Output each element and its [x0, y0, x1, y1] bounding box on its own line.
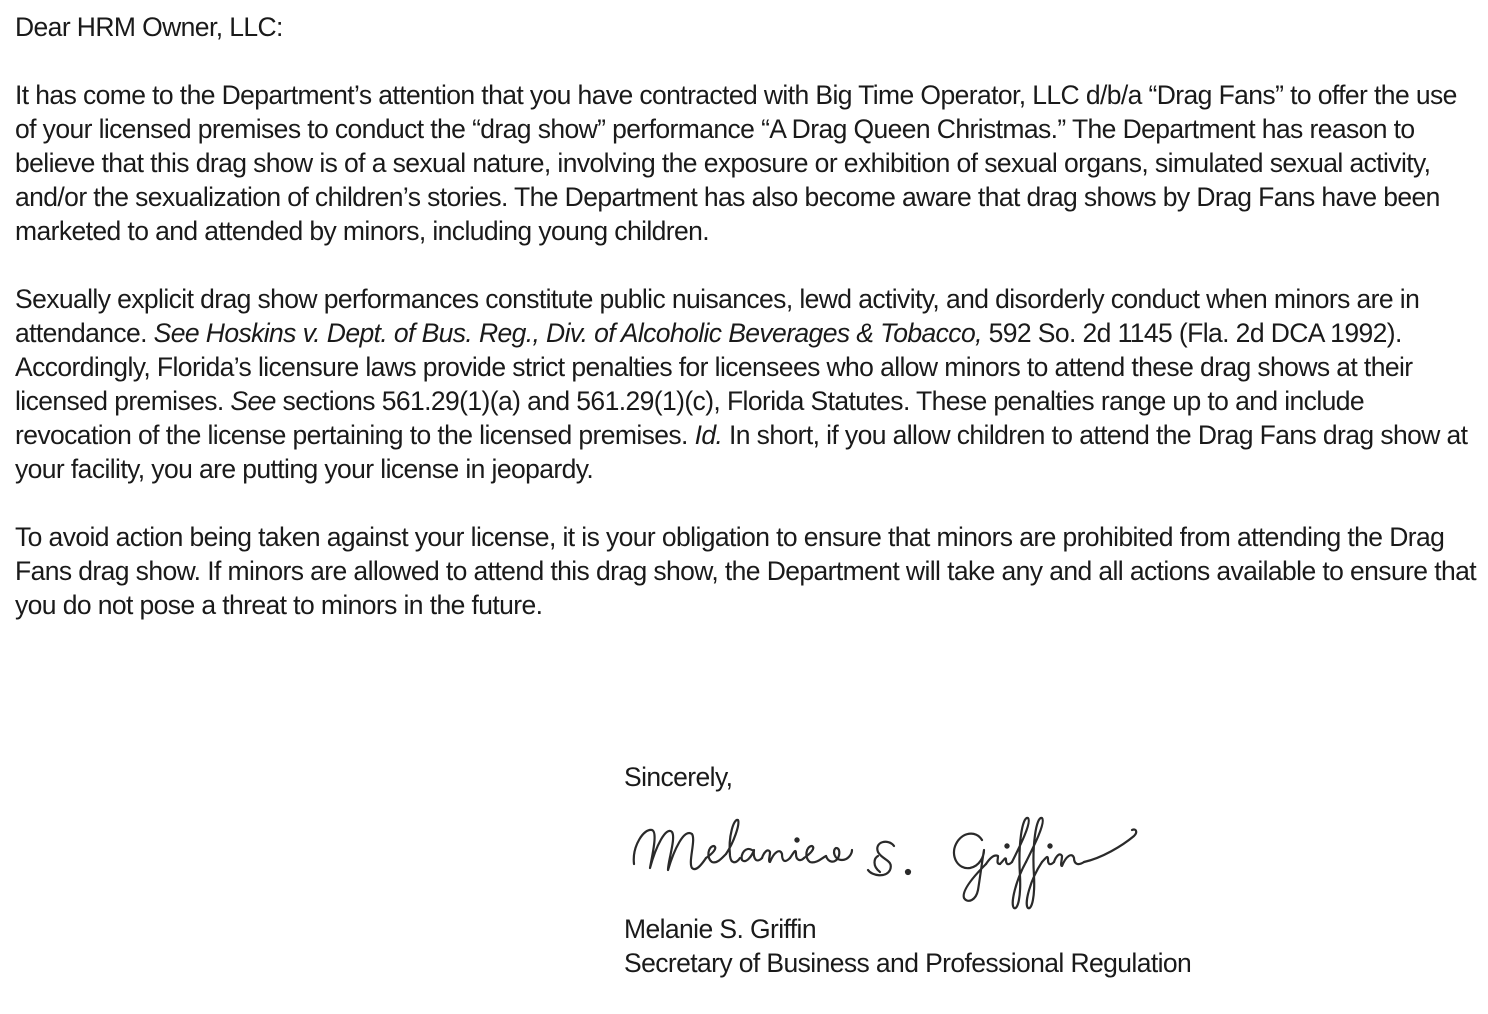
- letter-body: [15, 10, 1480, 656]
- case-citation: See Hoskins v. Dept. of Bus. Reg., Div. of Alcoholic Beverages & Tobacco,: [153, 318, 982, 348]
- paragraph-2-text-1: Sexually explicit drag show performances constitute public nuisances, lewd activity, and disorderly conduct when minors are in attendance.: [15, 284, 1420, 348]
- id-signal: Id.: [694, 420, 723, 450]
- paragraph-2-text-4: In short, if you allow children to attend the Drag Fans drag show at your facility, you are putting your license in jeopardy.: [15, 420, 1468, 484]
- signer-title: Secretary of Business and Professional Regulation: [624, 948, 1192, 978]
- handwritten-signature: [622, 806, 1162, 916]
- signer-block: [624, 912, 1191, 980]
- salutation: Dear HRM Owner, LLC:: [15, 12, 283, 42]
- signer-name: Melanie S. Griffin: [624, 914, 816, 944]
- see-signal: See: [230, 386, 276, 416]
- paragraph-2: [15, 282, 1480, 486]
- paragraph-3: To avoid action being taken against your license, it is your obligation to ensure that minors are prohibited from attending the Drag Fans drag show. If minors are allowed to attend this drag show, the Department will take any and all actions available to ensure that you do not pose a threat to minors in the future.: [15, 522, 1477, 620]
- paragraph-1: It has come to the Department’s attention that you have contracted with Big Time Operator, LLC d/b/a “Drag Fans” to offer the use of your licensed premises to conduct the “drag show” performance “A Drag Queen Christmas.” The Department has reason to believe that this drag show is of a sexual nature, involving the exposure or exhibition of sexual organs, simulated sexual activity, and/or the sexualization of children’s stories. The Department has also become aware that drag shows by Drag Fans have been marketed to and attended by minors, including young children.: [15, 80, 1457, 246]
- paragraph-2-text-2: 592 So. 2d 1145 (Fla. 2d DCA 1992). Accordingly, Florida’s licensure laws provide strict penalties for licensees who allow minors to attend these drag shows at their licensed premises.: [15, 318, 1413, 416]
- closing: Sincerely,: [624, 762, 733, 792]
- paragraph-2-text-3: sections 561.29(1)(a) and 561.29(1)(c), Florida Statutes. These penalties range up to and include revocation of the license pertaining to the licensed premises.: [15, 386, 1365, 450]
